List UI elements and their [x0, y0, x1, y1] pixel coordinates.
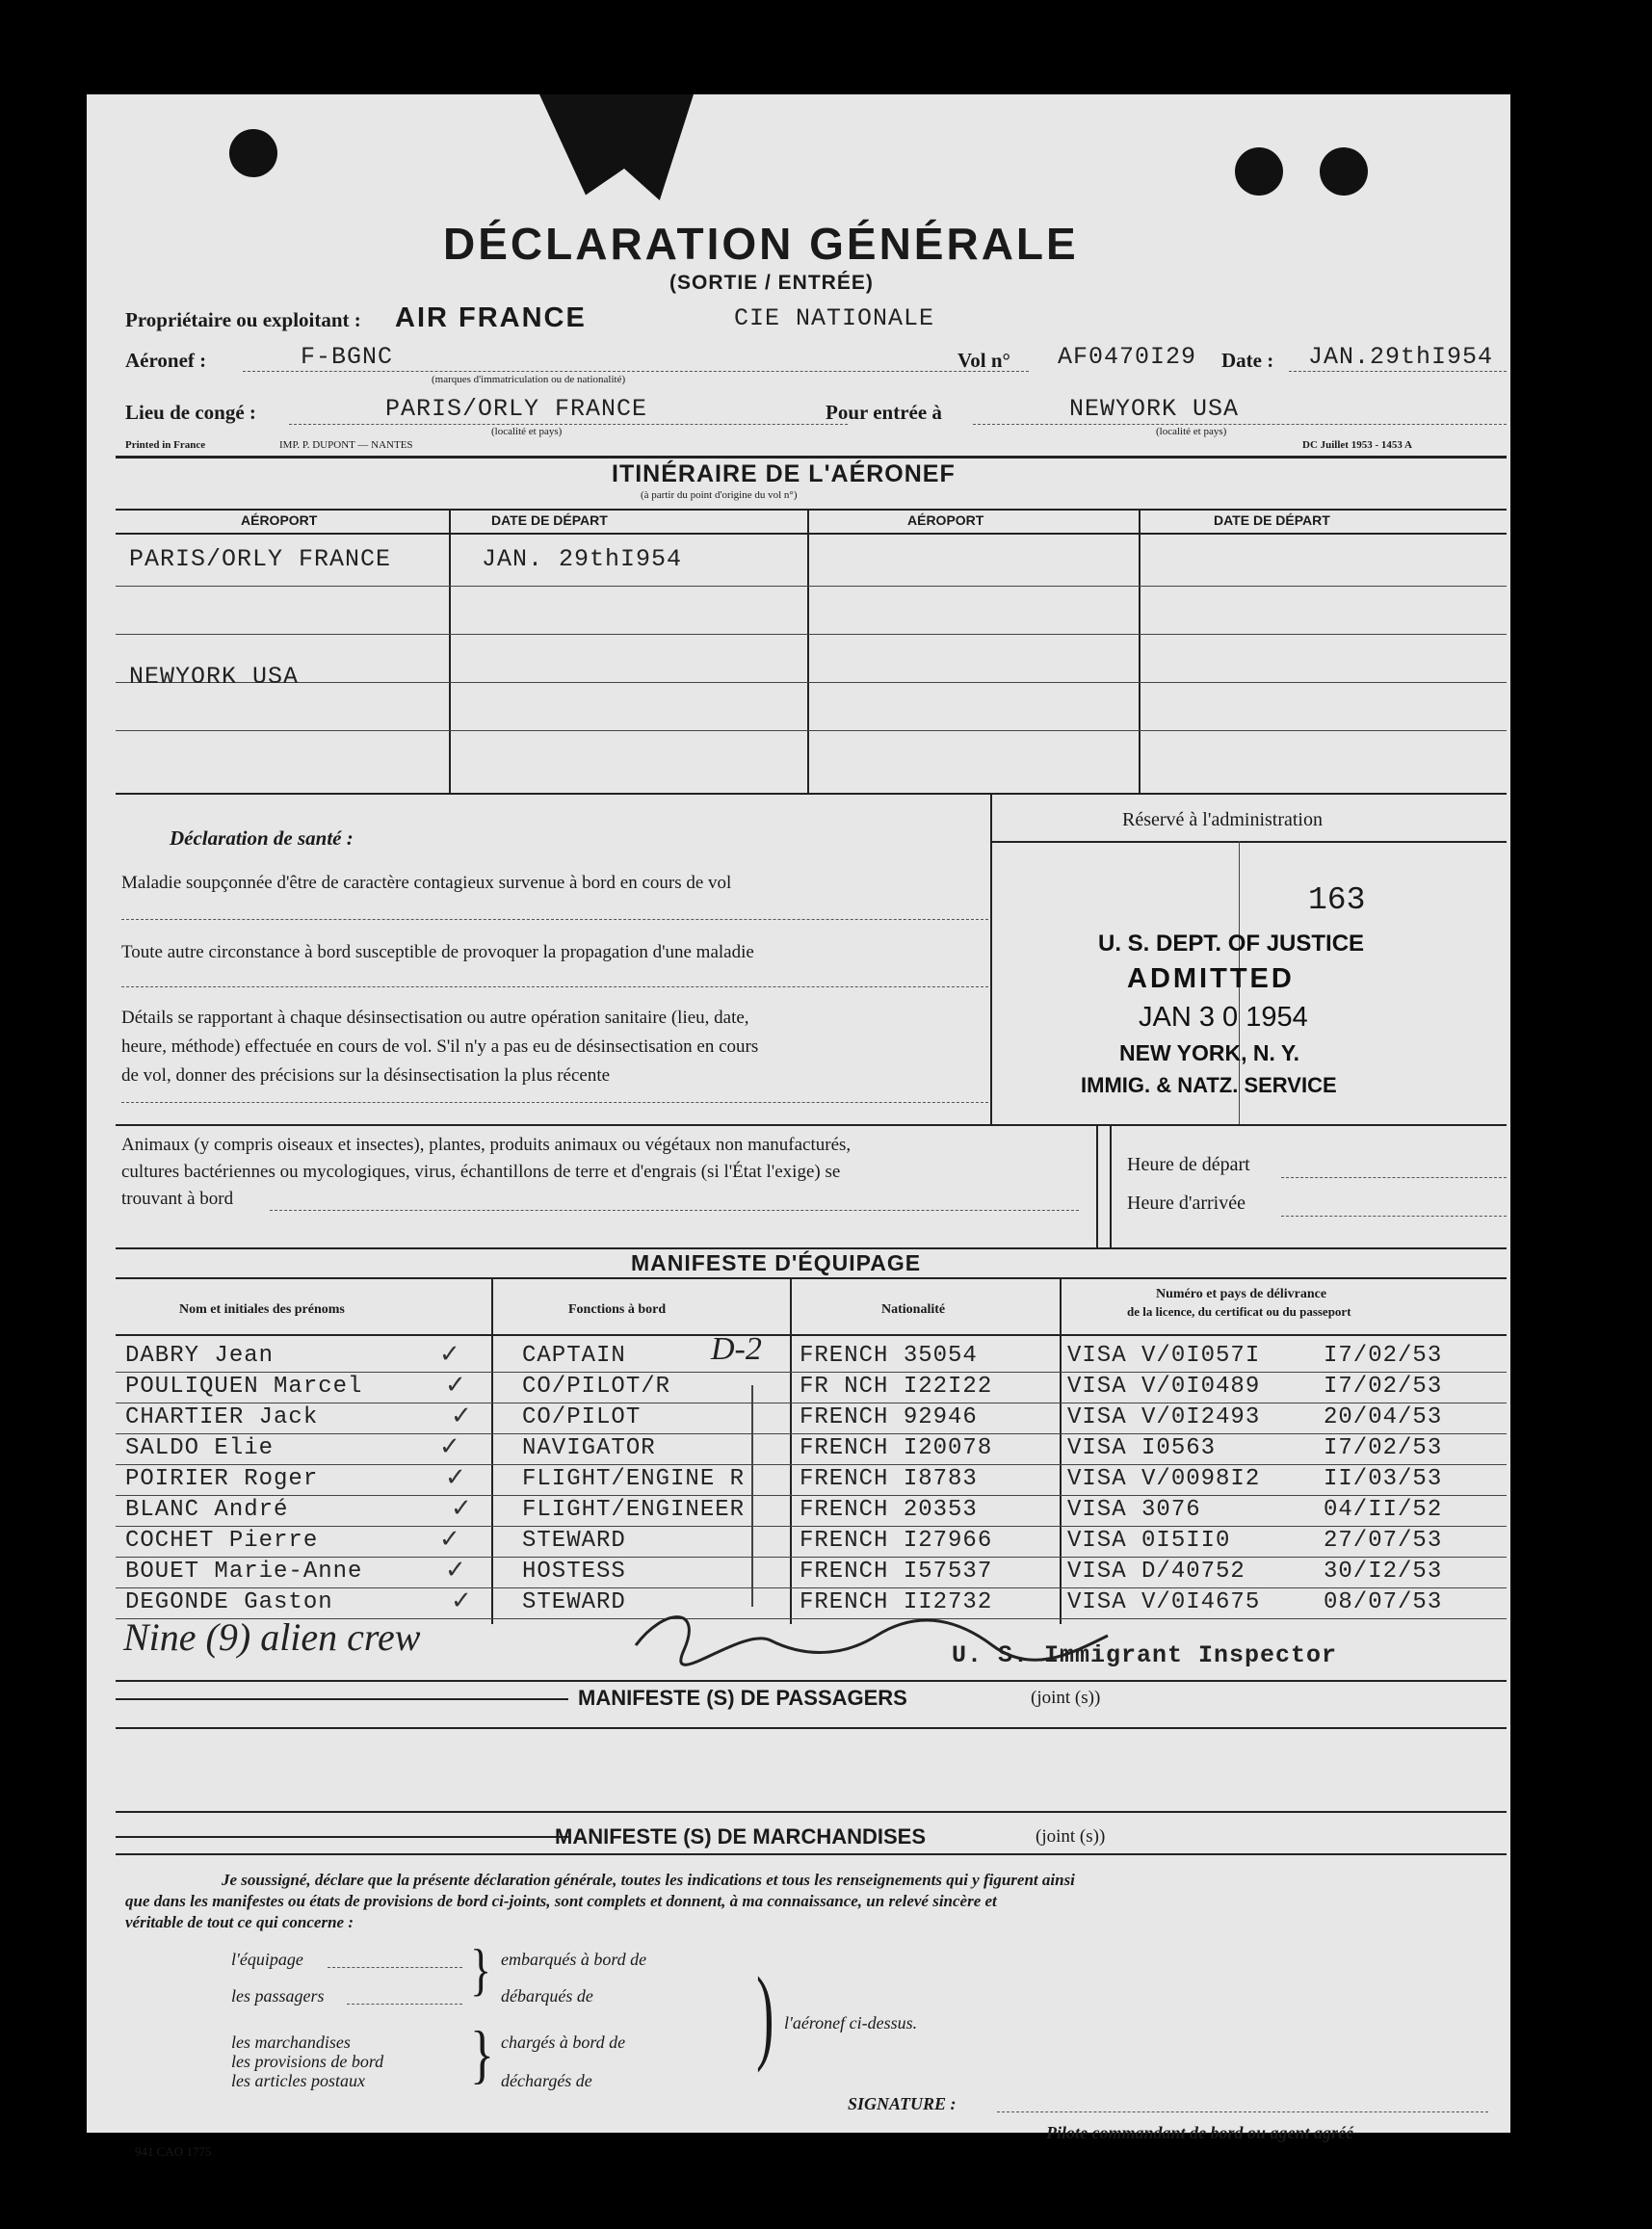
binder-clip: [539, 94, 694, 200]
crew-name: BLANC André: [125, 1497, 289, 1523]
declaration-form: [87, 94, 1510, 2159]
crew-nationality: FRENCH I20078: [800, 1435, 993, 1461]
crew-license-date: I7/02/53: [1324, 1435, 1443, 1461]
entry-label: Pour entrée à: [826, 401, 942, 424]
col-crew-name: Nom et initiales des prénoms: [179, 1302, 345, 1317]
crew-license: VISA 0I5II0: [1067, 1528, 1231, 1554]
itinerary-date-1: JAN. 29thI954: [482, 545, 683, 573]
crew-name: DEGONDE Gaston: [125, 1589, 333, 1615]
form-title: DÉCLARATION GÉNÉRALE: [443, 219, 1079, 269]
col-crew-license-2: de la licence, du certificat ou du passeport: [1127, 1304, 1351, 1319]
itinerary-airport-2: NEWYORK USA: [129, 663, 300, 691]
crew-nationality: FRENCH I57537: [800, 1559, 993, 1585]
declaration-line1: Je soussigné, déclare que la présente déclaration générale, toutes les indications et tous les renseignements qui y figurent ainsi: [222, 1871, 1075, 1889]
aircraft-value: F-BGNC: [301, 343, 394, 371]
health-q3c: de vol, donner des précisions sur la désinsectisation la plus récente: [121, 1065, 611, 1086]
crew-function: FLIGHT/ENGINE R: [522, 1466, 746, 1492]
printed-in: Printed in France: [125, 439, 206, 451]
crew-license-date: 08/07/53: [1324, 1589, 1443, 1615]
passenger-manifest-title: MANIFESTE (S) DE PASSAGERS: [578, 1686, 907, 1710]
crew-function: HOSTESS: [522, 1559, 626, 1585]
inspector-title: U. S. Immigrant Inspector: [952, 1641, 1338, 1669]
crew-license: VISA 3076: [1067, 1497, 1201, 1523]
col-crew-function: Fonctions à bord: [568, 1302, 667, 1317]
crew-function: CAPTAIN: [522, 1343, 626, 1369]
date-value: JAN.29thI954: [1308, 343, 1494, 371]
crew-nationality: FRENCH II2732: [800, 1589, 993, 1615]
crew-nationality: FRENCH I8783: [800, 1466, 978, 1492]
crew-name: SALDO Elie: [125, 1435, 275, 1461]
crew-name: DABRY Jean: [125, 1343, 275, 1369]
crew-name: BOUET Marie-Anne: [125, 1559, 363, 1585]
crew-function: STEWARD: [522, 1528, 626, 1554]
crew-function: NAVIGATOR: [522, 1435, 656, 1461]
crew-nationality: FRENCH 20353: [800, 1497, 978, 1523]
crew-nationality: FRENCH 92946: [800, 1404, 978, 1430]
aircraft-note: (marques d'immatriculation ou de nationalité): [432, 374, 626, 385]
check-mark-icon: ✓: [445, 1370, 466, 1399]
crew-function: CO/PILOT: [522, 1404, 642, 1430]
animals-line2: cultures bactériennes ou mycologiques, virus, échantillons de terre et d'engrais (si l'État l'exige) se: [121, 1162, 841, 1182]
crew-license: VISA V/0I4675: [1067, 1589, 1261, 1615]
decl-unloaded: déchargés de: [501, 2071, 592, 2090]
cargo-manifest-title: MANIFESTE (S) DE MARCHANDISES: [555, 1824, 927, 1849]
form-subtitle: (SORTIE / ENTRÉE): [669, 272, 874, 294]
crew-license-date: I7/02/53: [1324, 1343, 1443, 1369]
crew-function: STEWARD: [522, 1589, 626, 1615]
check-mark-icon: ✓: [445, 1462, 466, 1491]
punch-hole-right-1: [1235, 147, 1283, 196]
check-mark-icon: ✓: [451, 1586, 472, 1614]
decl-goods-1: les marchandises: [231, 2032, 351, 2052]
crew-name: CHARTIER Jack: [125, 1404, 319, 1430]
flight-value: AF0470I29: [1058, 343, 1197, 371]
crew-license: VISA V/0I0489: [1067, 1374, 1261, 1400]
decl-crew: l'équipage: [231, 1950, 303, 1969]
decl-aircraft: l'aéronef ci-dessus.: [784, 2013, 918, 2032]
departure-note: (localité et pays): [491, 426, 563, 437]
check-mark-icon: ✓: [451, 1493, 472, 1522]
health-q2: Toute autre circonstance à bord susceptible de provoquer la propagation d'une maladie: [121, 942, 754, 962]
brace-2: }: [470, 2019, 494, 2091]
crew-function: CO/PILOT/R: [522, 1374, 671, 1400]
check-mark-icon: ✓: [439, 1524, 460, 1553]
itinerary-title: ITINÉRAIRE DE L'AÉRONEF: [612, 460, 956, 487]
stamp-date: JAN 3 0 1954: [1139, 1002, 1308, 1033]
owner-label: Propriétaire ou exploitant :: [125, 308, 361, 331]
col-airport-2: AÉROPORT: [907, 512, 984, 528]
decl-goods-2: les provisions de bord: [231, 2052, 384, 2071]
health-q1: Maladie soupçonnée d'être de caractère contagieux survenue à bord en cours de vol: [121, 873, 732, 893]
brace-1: }: [470, 1937, 492, 2002]
admin-number: 163: [1308, 882, 1366, 918]
departure-value: PARIS/ORLY FRANCE: [385, 395, 648, 423]
crew-license: VISA I0563: [1067, 1435, 1217, 1461]
health-q3b: heure, méthode) effectuée en cours de vol. S'il n'y a pas eu de désinsectisation en cours: [121, 1036, 759, 1057]
crew-license-date: 27/07/53: [1324, 1528, 1443, 1554]
passenger-manifest-joint: (joint (s)): [1031, 1688, 1101, 1708]
decl-loaded: chargés à bord de: [501, 2032, 626, 2052]
crew-license-date: I7/02/53: [1324, 1374, 1443, 1400]
aircraft-label: Aéronef :: [125, 349, 207, 372]
health-q3a: Détails se rapportant à chaque désinsectisation ou autre opération sanitaire (lieu, date,: [121, 1008, 749, 1028]
crew-license: VISA D/40752: [1067, 1559, 1246, 1585]
form-number: 941 CAO 1775: [135, 2144, 212, 2159]
col-crew-license-1: Numéro et pays de délivrance: [1156, 1287, 1327, 1301]
crew-license: VISA V/0I2493: [1067, 1404, 1261, 1430]
itinerary-subtitle: (à partir du point d'origine du vol n°): [641, 489, 798, 501]
crew-license-date: 04/II/52: [1324, 1497, 1443, 1523]
signature-label: SIGNATURE :: [848, 2094, 957, 2113]
itinerary-airport-1: PARIS/ORLY FRANCE: [129, 545, 392, 573]
check-mark-icon: ✓: [445, 1555, 466, 1584]
col-airport-1: AÉROPORT: [241, 512, 318, 528]
crew-title: MANIFESTE D'ÉQUIPAGE: [631, 1250, 922, 1275]
departure-label: Lieu de congé :: [125, 401, 256, 424]
crew-license: VISA V/0098I2: [1067, 1466, 1261, 1492]
check-mark-icon: ✓: [439, 1339, 460, 1368]
crew-nationality: FRENCH I27966: [800, 1528, 993, 1554]
brace-3: ): [756, 1955, 774, 2073]
punch-hole-left: [229, 129, 277, 177]
decl-boarded: embarqués à bord de: [501, 1950, 647, 1969]
stamp-dept: U. S. DEPT. OF JUSTICE: [1098, 931, 1365, 957]
printer-name: IMP. P. DUPONT — NANTES: [279, 439, 413, 451]
animals-line1: Animaux (y compris oiseaux et insectes), plantes, produits animaux ou végétaux non manufacturés,: [121, 1135, 852, 1155]
date-label: Date :: [1221, 349, 1274, 372]
admin-title: Réservé à l'administration: [1122, 809, 1323, 830]
cargo-manifest-joint: (joint (s)): [1036, 1826, 1106, 1847]
form-code: DC Juillet 1953 - 1453 A: [1302, 439, 1412, 451]
pilot-label: Pilote commandant de bord ou agent agréé: [1046, 2123, 1353, 2142]
owner-value-2: CIE NATIONALE: [734, 304, 935, 332]
animals-line3: trouvant à bord: [121, 1189, 234, 1209]
crew-nationality: FRENCH 35054: [800, 1343, 978, 1369]
decl-passengers: les passagers: [231, 1986, 325, 2006]
entry-note: (localité et pays): [1156, 426, 1227, 437]
owner-value: AIR FRANCE: [395, 302, 587, 333]
crew-name: POIRIER Roger: [125, 1466, 319, 1492]
col-crew-nationality: Nationalité: [881, 1302, 946, 1317]
departure-time-label: Heure de départ: [1127, 1154, 1250, 1175]
crew-license-date: 30/I2/53: [1324, 1559, 1443, 1585]
crew-name: COCHET Pierre: [125, 1528, 319, 1554]
decl-landed: débarqués de: [501, 1986, 593, 2006]
health-title: Déclaration de santé :: [170, 826, 354, 850]
col-date-2: DATE DE DÉPART: [1214, 512, 1330, 528]
stamp-city: NEW YORK, N. Y.: [1119, 1040, 1300, 1065]
crew-license-date: II/03/53: [1324, 1466, 1443, 1492]
declaration-line3: véritable de tout ce qui concerne :: [125, 1913, 354, 1931]
crew-nationality: FR NCH I22I22: [800, 1374, 993, 1400]
arrival-time-label: Heure d'arrivée: [1127, 1193, 1246, 1214]
declaration-line2: que dans les manifestes ou états de provisions de bord ci-joints, sont complets et donnent, à ma connaissance, un relevé sincère et: [125, 1892, 997, 1910]
stamp-service: IMMIG. & NATZ. SERVICE: [1081, 1073, 1337, 1097]
decl-goods-3: les articles postaux: [231, 2071, 365, 2090]
entry-value: NEWYORK USA: [1069, 395, 1240, 423]
crew-name: POULIQUEN Marcel: [125, 1374, 363, 1400]
check-mark-icon: ✓: [439, 1431, 460, 1460]
punch-hole-right-2: [1320, 147, 1368, 196]
crew-license: VISA V/0I057I: [1067, 1343, 1261, 1369]
flight-label: Vol n°: [957, 349, 1010, 372]
crew-function: FLIGHT/ENGINEER: [522, 1497, 746, 1523]
check-mark-icon: ✓: [451, 1401, 472, 1429]
inspector-handwriting: Nine (9) alien crew: [123, 1615, 421, 1659]
capt-annotation: D-2: [711, 1331, 762, 1367]
col-date-1: DATE DE DÉPART: [491, 512, 608, 528]
crew-license-date: 20/04/53: [1324, 1404, 1443, 1430]
stamp-admitted: ADMITTED: [1127, 963, 1295, 994]
